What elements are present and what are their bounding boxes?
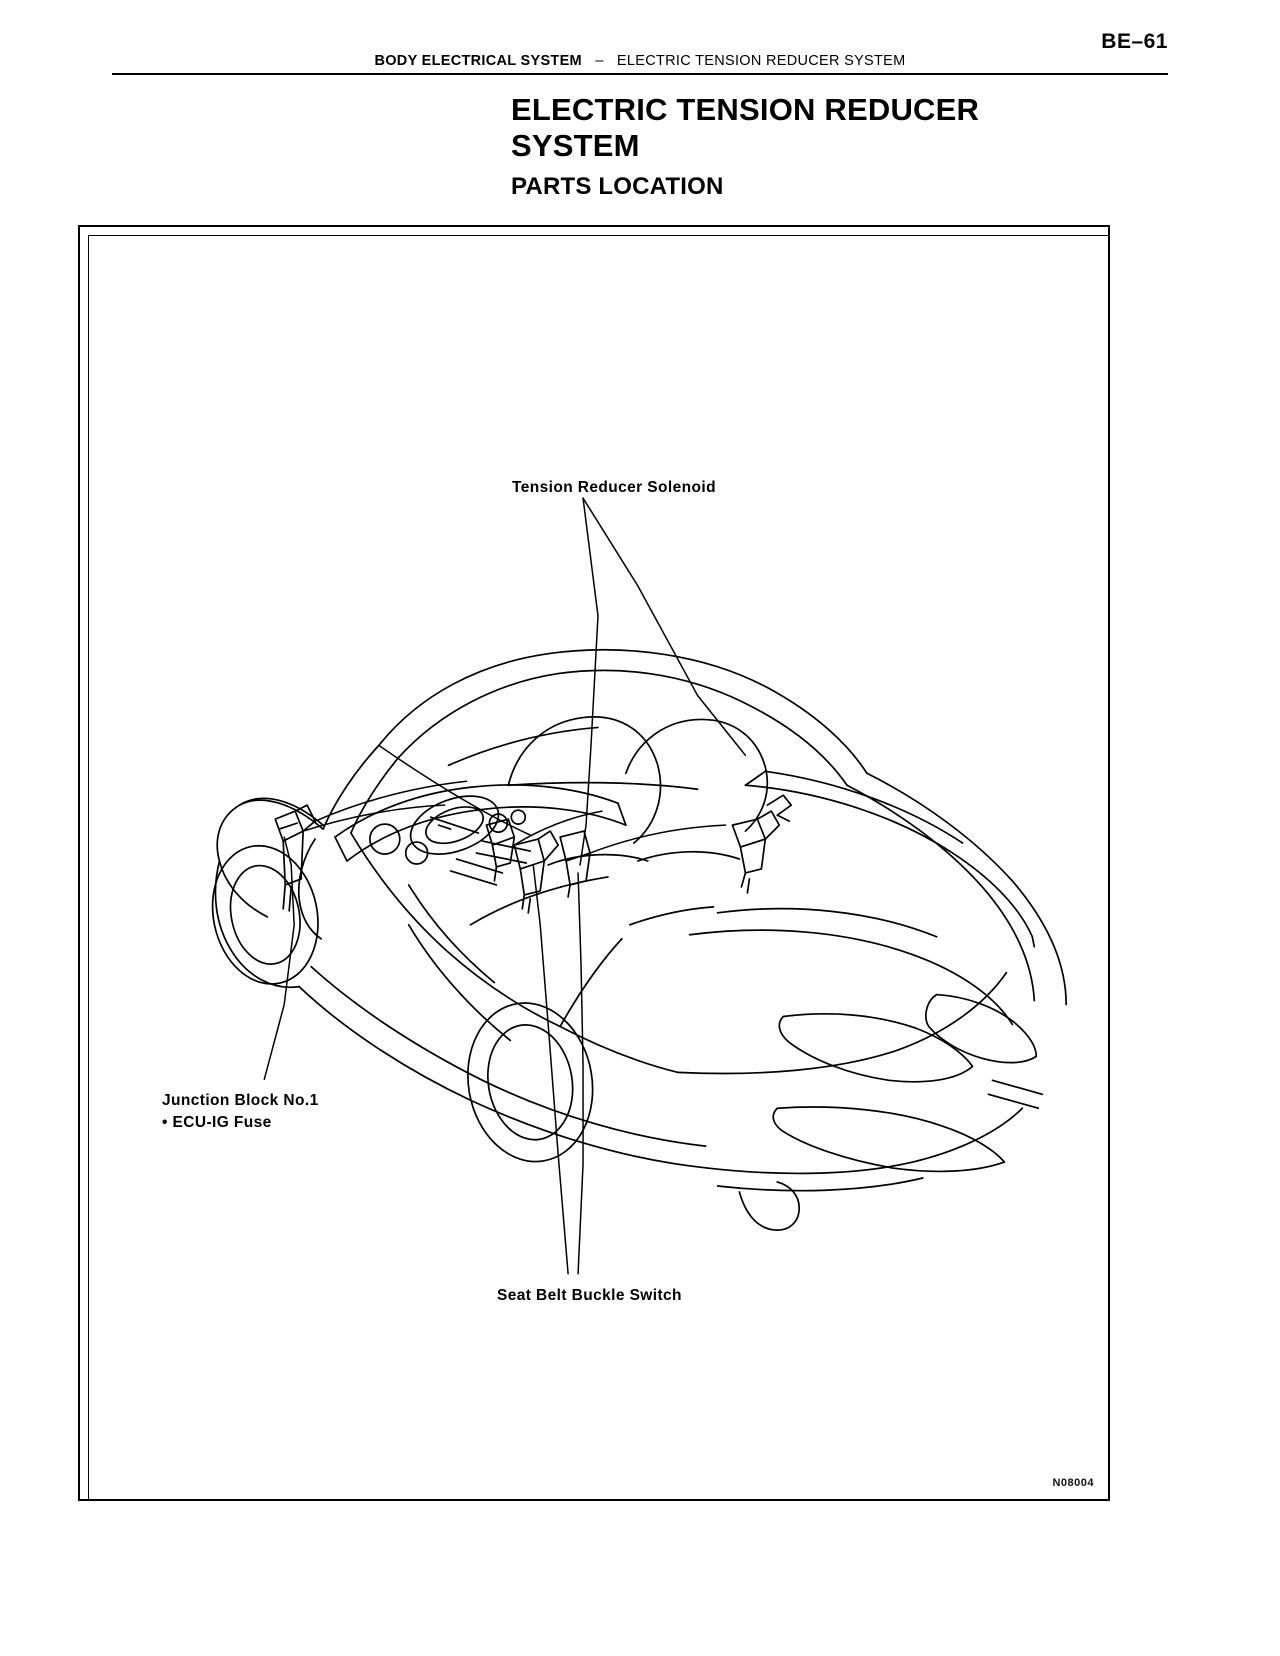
leader-lines: [264, 498, 745, 1274]
header-breadcrumb: [0, 52, 1280, 70]
title-block: [511, 92, 1211, 201]
page-number: BE–61: [1101, 30, 1168, 53]
page-header: [0, 0, 1280, 80]
page-subtitle: PARTS LOCATION: [511, 172, 724, 200]
label-junction-block: [162, 1090, 319, 1135]
figure-code: N08004: [1052, 1477, 1094, 1489]
page-title: ELECTRIC TENSION REDUCER SYSTEM: [511, 92, 980, 164]
header-subsection-title: ELECTRIC TENSION REDUCER SYSTEM: [616, 53, 906, 69]
label-tension-reducer-solenoid: Tension Reducer Solenoid: [512, 479, 716, 496]
component-seat-belt-buckle-switch-b: [560, 831, 590, 897]
figure-frame: [78, 225, 1110, 1501]
label-junction-block-line1: Junction Block No.1: [162, 1092, 319, 1109]
car-illustration: [200, 650, 1066, 1230]
parts-location-illustration: [80, 227, 1108, 1499]
header-separator: –: [595, 53, 604, 69]
header-section-title: BODY ELECTRICAL SYSTEM: [374, 53, 582, 69]
label-seat-belt-buckle-switch: Seat Belt Buckle Switch: [497, 1287, 682, 1304]
label-junction-block-line2: • ECU-IG Fuse: [162, 1114, 272, 1132]
header-rule: [112, 73, 1168, 75]
